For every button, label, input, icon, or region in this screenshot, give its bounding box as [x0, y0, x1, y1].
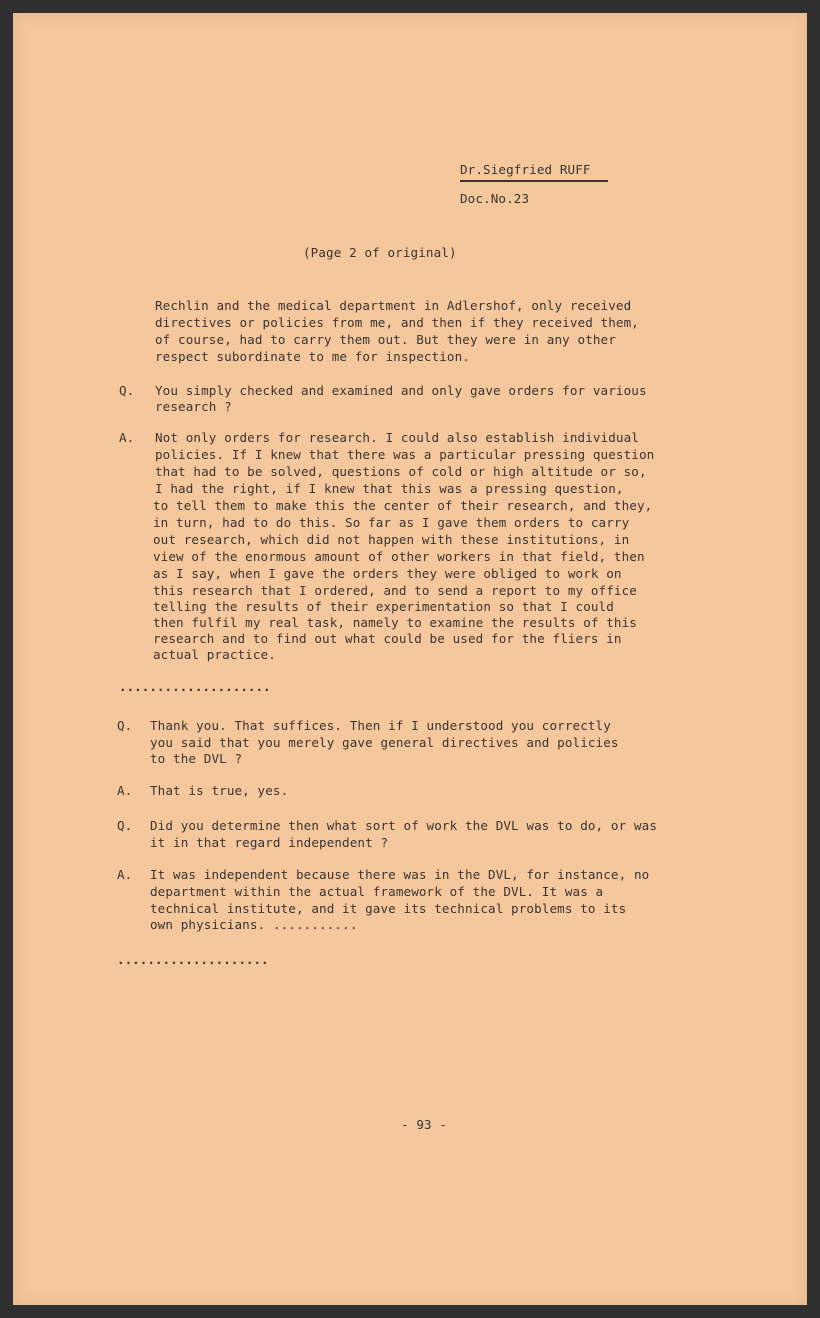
question-line: You simply checked and examined and only gave orders for various [155, 383, 647, 398]
answer-line: technical institute, and it gave its technical problems to its [150, 901, 627, 916]
answer-label: A. [117, 867, 133, 882]
question-line: Did you determine then what sort of work the DVL was to do, or was [150, 818, 658, 833]
answer-label: A. [119, 430, 135, 445]
page-number: - 93 - [401, 1117, 448, 1132]
answer-line: research and to find out what could be used for the fliers in [153, 631, 622, 646]
answer-line: this research that I ordered, and to send a report to my office [153, 583, 637, 598]
question-line: to the DVL ? [150, 751, 243, 766]
intro-line: directives or policies from me, and then if they received them, [155, 315, 639, 330]
intro-line: respect subordinate to me for inspection. [155, 349, 470, 364]
page-of-original: (Page 2 of original) [303, 245, 457, 260]
question-line: it in that regard independent ? [150, 835, 389, 850]
answer-line: then fulfil my real task, namely to examine the results of this [153, 615, 637, 630]
answer-line: policies. If I knew that there was a particular pressing question [155, 447, 655, 462]
answer-line: It was independent because there was in the DVL, for instance, no [150, 867, 650, 882]
answer-line: view of the enormous amount of other workers in that field, then [153, 549, 645, 564]
answer-line: in turn, had to do this. So far as I gave them orders to carry [153, 515, 630, 530]
question-label: Q. [117, 818, 133, 833]
answer-line: own physicians. ........... [150, 917, 358, 932]
answer-line: department within the actual framework of the DVL. It was a [150, 884, 604, 899]
header-name: Dr.Siegfried RUFF [460, 162, 608, 182]
question-label: Q. [117, 718, 133, 733]
answer-label: A. [117, 783, 133, 798]
answer-line: actual practice. [153, 647, 276, 662]
question-line: research ? [155, 399, 232, 414]
separator-dots: .................... [119, 679, 271, 694]
answer-line: Not only orders for research. I could also establish individual [155, 430, 639, 445]
question-line: you said that you merely gave general directives and policies [150, 735, 619, 750]
intro-line: Rechlin and the medical department in Adlershof, only received [155, 298, 632, 313]
document-page [13, 13, 807, 1305]
answer-line: telling the results of their experimentation so that I could [153, 599, 614, 614]
answer-line: as I say, when I gave the orders they were obliged to work on [153, 566, 622, 581]
answer-line: that had to be solved, questions of cold or high altitude or so, [155, 464, 647, 479]
answer-line: to tell them to make this the center of their research, and they, [153, 498, 653, 513]
question-label: Q. [119, 383, 135, 398]
question-line: Thank you. That suffices. Then if I understood you correctly [150, 718, 611, 733]
separator-dots: .................... [117, 952, 269, 967]
intro-line: of course, had to carry them out. But they were in any other [155, 332, 616, 347]
header-doc-number: Doc.No.23 [460, 191, 530, 206]
answer-line: out research, which did not happen with these institutions, in [153, 532, 630, 547]
answer-line: I had the right, if I knew that this was a pressing question, [155, 481, 624, 496]
answer-line: That is true, yes. [150, 783, 289, 798]
